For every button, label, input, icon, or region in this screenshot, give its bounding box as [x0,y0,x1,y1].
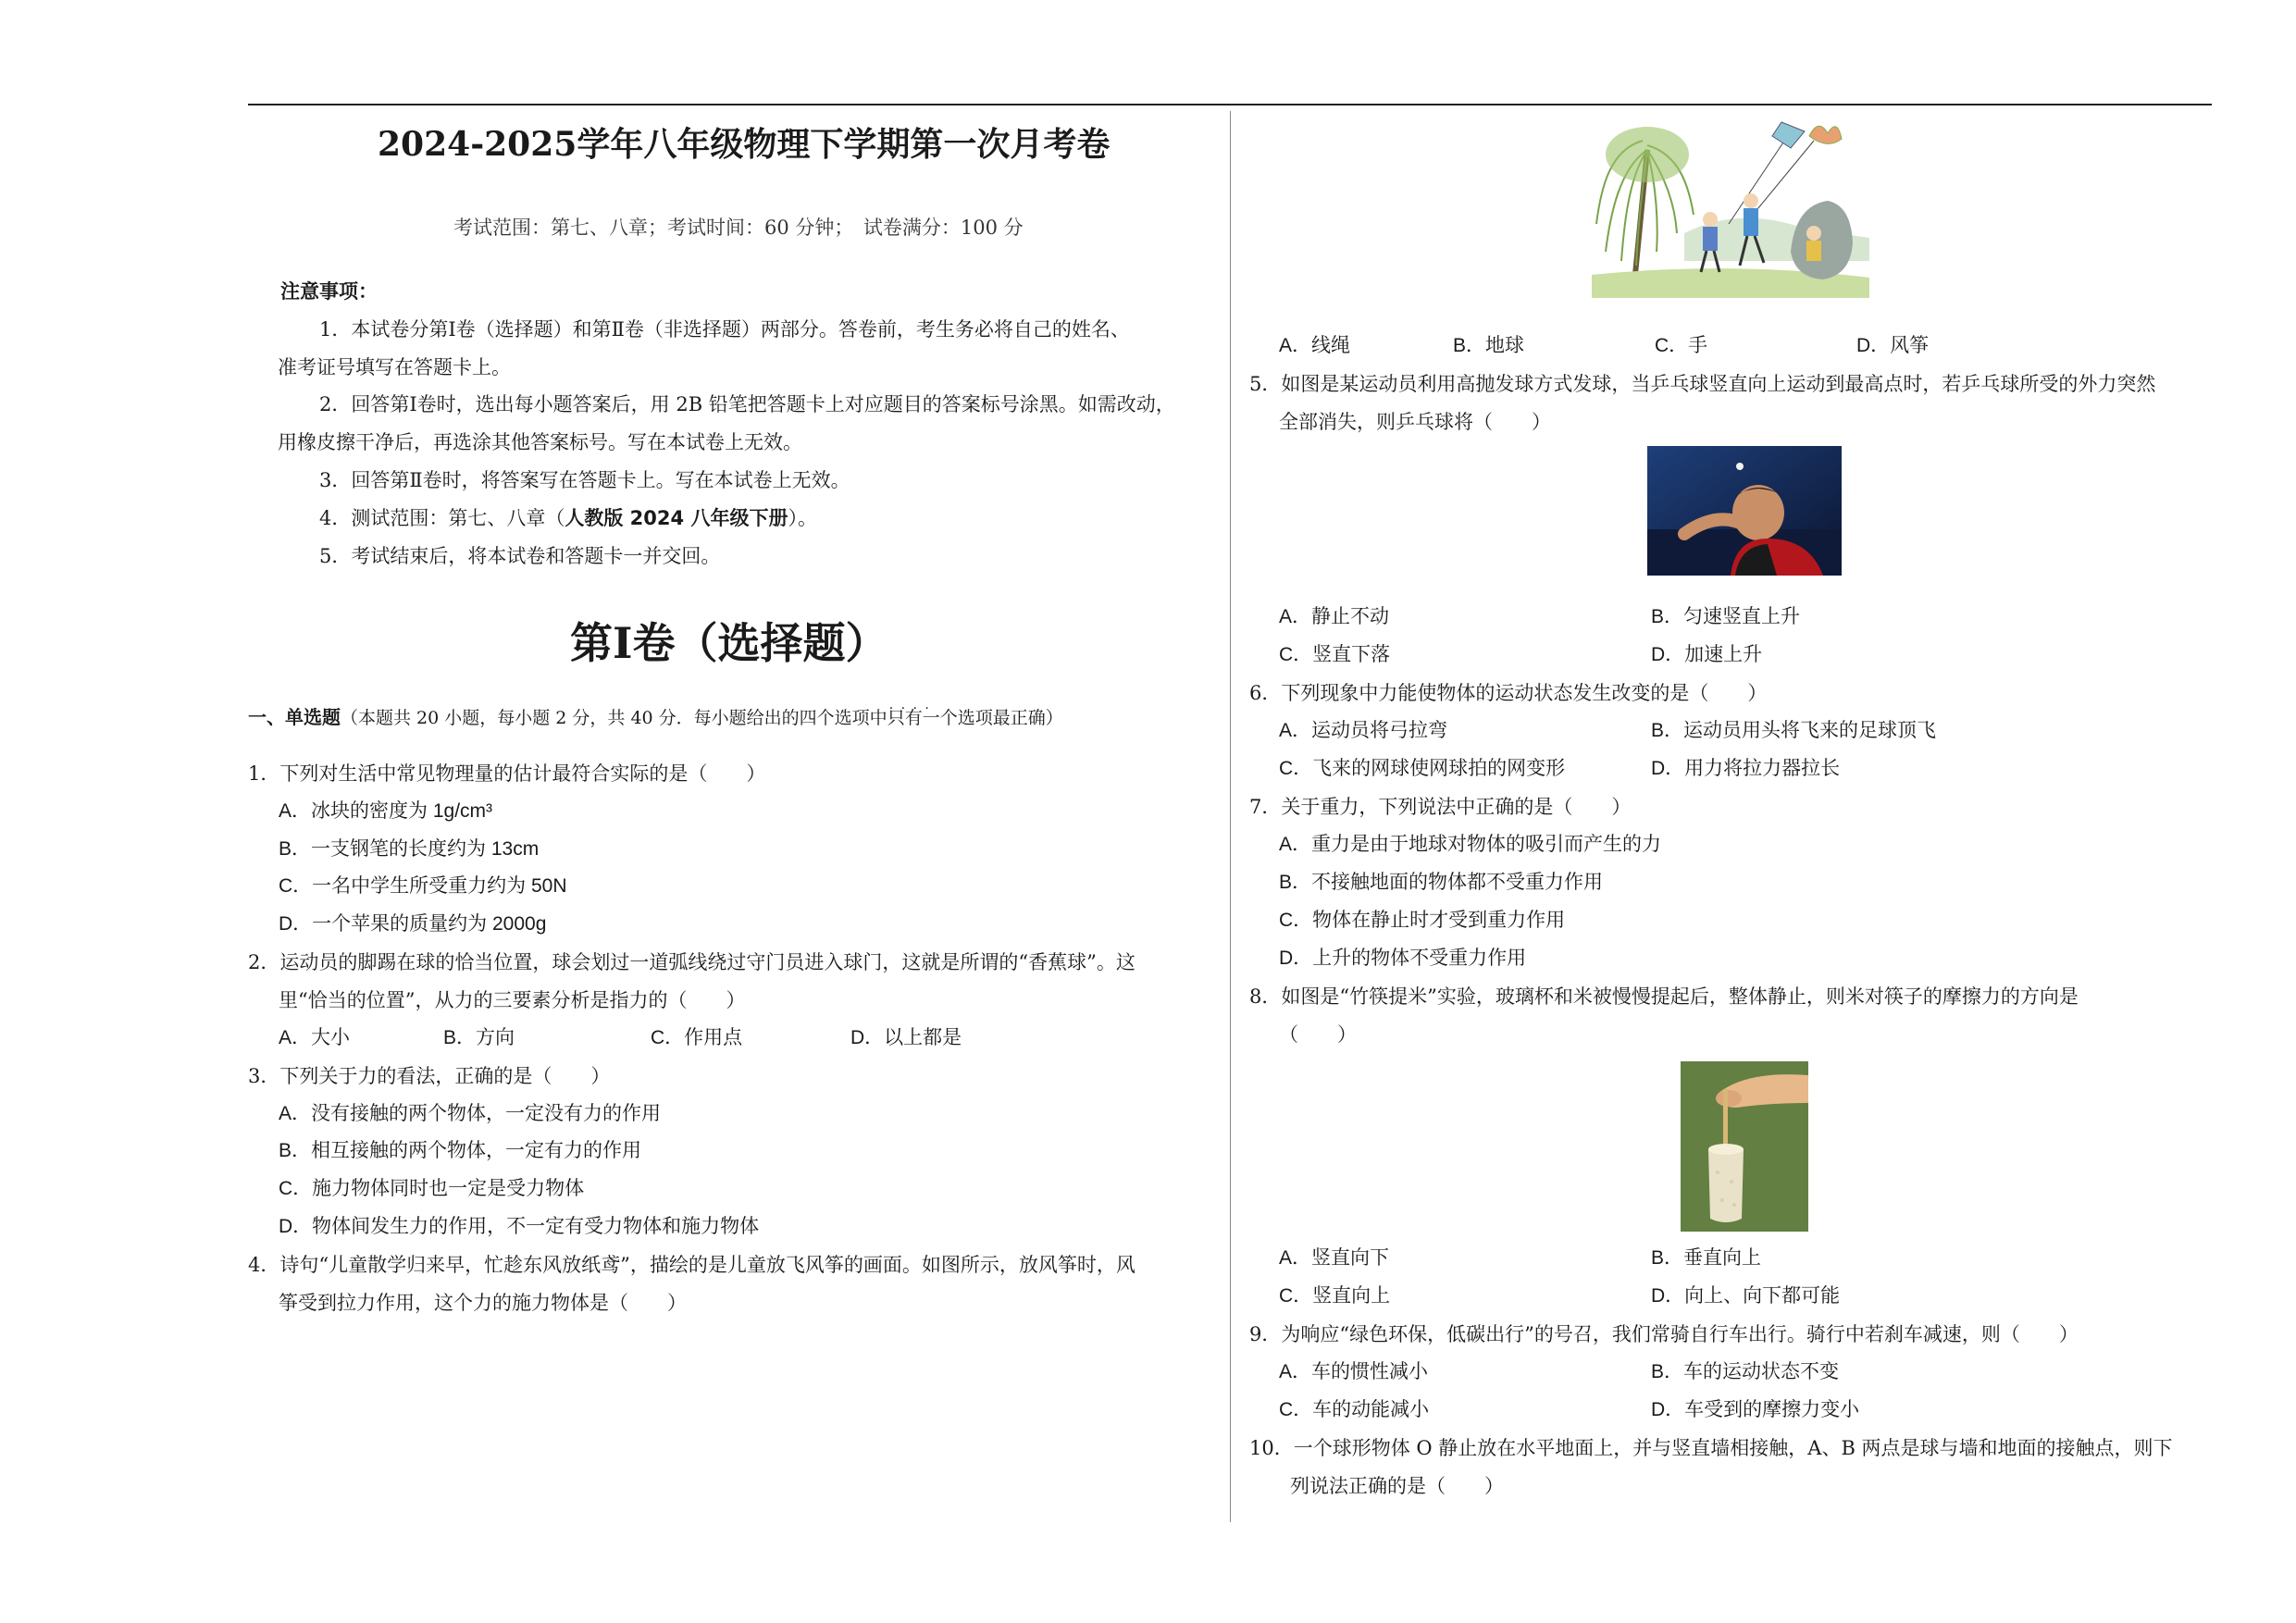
q4-option-d: D．风筝 [1856,335,1930,356]
question-10-stem-cont: 列说法正确的是（ ） [1290,1475,1504,1497]
volume-heading: 第Ⅰ卷（选择题） [570,618,888,668]
q9-option-b: B．车的运动状态不变 [1651,1361,1840,1382]
notice-line: 用橡皮擦干净后，再选涂其他答案标号。写在本试卷上无效。 [278,431,802,453]
q4-option-b: B．地球 [1453,335,1525,356]
table-tennis-photo [1647,446,1842,576]
q4-option-a: A．线绳 [1279,335,1351,356]
notice-emphasis: 人教版 2024 八年级下册 [565,507,788,529]
q5-option-c: C．竖直下落 [1279,644,1391,665]
q7-option-d: D．上升的物体不受重力作用 [1279,948,1527,969]
q1-option-a: A．冰块的密度为 1g/cm³ [279,800,493,822]
notice-line: 准考证号填写在答题卡上。 [278,356,511,378]
q6-option-a: A．运动员将弓拉弯 [1279,720,1448,741]
question-2-stem: 2．运动员的脚踢在球的恰当位置，球会划过一道弧线绕过守门员进入球门，这就是所谓的“香蕉球”。这 [248,951,1136,973]
question-8-stem-cont: （ ） [1279,1023,1357,1046]
notice-text: 4．测试范围：第七、八章（ [319,507,565,529]
q4-option-c: C．手 [1655,335,1708,356]
q3-option-c: C．施力物体同时也一定是受力物体 [279,1178,585,1199]
q3-option-b: B．相互接触的两个物体，一定有力的作用 [279,1140,642,1161]
q8-option-b: B．垂直向上 [1651,1247,1762,1269]
question-1-stem: 1．下列对生活中常见物理量的估计最符合实际的是（ ） [248,762,766,785]
chopstick-rice-photo-svg [1681,1061,1808,1232]
q6-option-b: B．运动员用头将飞来的足球顶飞 [1651,720,1937,741]
section-note-emphasis: · · 只有一个 [887,708,958,728]
q7-option-a: A．重力是由于地球对物体的吸引而产生的力 [1279,834,1662,855]
notice-line [319,504,817,532]
question-3-stem: 3．下列关于力的看法，正确的是（ ） [248,1065,611,1087]
q7-option-b: B．不接触地面的物体都不受重力作用 [1279,872,1604,893]
question-5-stem-cont: 全部消失，则乒乓球将（ ） [1279,411,1551,433]
question-8-stem: 8．如图是“竹筷提米”实验，玻璃杯和米被慢慢提起后，整体静止，则米对筷子的摩擦力的方向是 [1249,985,2079,1008]
q3-option-d: D．物体间发生力的作用，不一定有受力物体和施力物体 [279,1216,760,1237]
section-note: 选项最正确） [957,708,1063,728]
q9-option-a: A．车的惯性减小 [1279,1361,1429,1382]
q8-option-c: C．竖直向上 [1279,1285,1391,1307]
q2-option-c: C．作用点 [651,1027,743,1048]
q2-option-b: B．方向 [443,1027,515,1048]
notice-text: ）。 [788,507,817,529]
kite-illustration [1592,113,1869,298]
q5-option-d: D．加速上升 [1651,644,1763,665]
kite-illustration-svg [1592,113,1869,298]
question-2-stem-cont: 里“恰当的位置”，从力的三要素分析是指力的（ ） [279,989,746,1011]
q8-option-a: A．竖直向下 [1279,1247,1390,1269]
q6-option-c: C．飞来的网球使网球拍的网变形 [1279,758,1566,779]
question-5-stem: 5．如图是某运动员利用高抛发球方式发球，当乒乓球竖直向上运动到最高点时，若乒乓球所受的外力突然 [1249,373,2156,395]
q2-option-a: A．大小 [279,1027,351,1048]
header-rule [248,104,2212,105]
section-heading [248,703,1063,732]
exam-info: 考试范围：第七、八章；考试时间：60 分钟； 试卷满分：100 分 [453,217,1024,239]
notice-line: 1．本试卷分第Ⅰ卷（选择题）和第Ⅱ卷（非选择题）两部分。答卷前，考生务必将自己的姓名、 [319,318,1130,341]
exam-title: 2024-2025学年八年级物理下学期第一次月考卷 [378,125,1111,164]
table-tennis-photo-svg [1647,446,1842,576]
column-divider [1230,111,1231,1522]
notice-line: 3．回答第Ⅱ卷时，将答案写在答题卡上。写在本试卷上无效。 [319,469,850,491]
q7-option-c: C．物体在静止时才受到重力作用 [1279,910,1566,931]
question-4-stem: 4．诗句“儿童散学归来早，忙趁东风放纸鸢”，描绘的是儿童放飞风筝的画面。如图所示，放风筝时，风 [248,1254,1136,1276]
chopstick-rice-photo [1681,1061,1808,1232]
section-label: 一、单选题 [248,706,341,728]
question-6-stem: 6．下列现象中力能使物体的运动状态发生改变的是（ ） [1249,682,1768,704]
notice-heading: 注意事项： [280,280,378,303]
q5-option-a: A．静止不动 [1279,606,1390,627]
question-7-stem: 7．关于重力，下列说法中正确的是（ ） [1249,796,1632,818]
q2-option-d: D．以上都是 [850,1027,962,1048]
q3-option-a: A．没有接触的两个物体，一定没有力的作用 [279,1103,662,1124]
q1-option-d: D．一个苹果的质量约为 2000g [279,913,547,935]
notice-line: 2．回答第Ⅰ卷时，选出每小题答案后，用 2B 铅笔把答题卡上对应题目的答案标号涂黑。如需改动， [319,393,1175,415]
q1-option-c: C．一名中学生所受重力约为 50N [279,875,567,897]
question-4-stem-cont: 筝受到拉力作用，这个力的施力物体是（ ） [279,1292,687,1314]
question-9-stem: 9．为响应“绿色环保，低碳出行”的号召，我们常骑自行车出行。骑行中若刹车减速，则（ ） [1249,1323,2079,1345]
q6-option-d: D．用力将拉力器拉长 [1651,758,1841,779]
q8-option-d: D．向上、向下都可能 [1651,1285,1841,1307]
notice-line: 5．考试结束后，将本试卷和答题卡一并交回。 [319,545,721,567]
section-note: （本题共 20 小题，每小题 2 分，共 40 分．每小题给出的四个选项中 [341,708,887,728]
q5-option-b: B．匀速竖直上升 [1651,606,1801,627]
q9-option-c: C．车的动能减小 [1279,1399,1430,1420]
q1-option-b: B．一支钢笔的长度约为 13cm [279,838,540,860]
question-10-stem: 10．一个球形物体 O 静止放在水平地面上，并与竖直墙相接触，A、B 两点是球与墙和地面的接触点，则下 [1249,1437,2173,1459]
q9-option-d: D．车受到的摩擦力变小 [1651,1399,1860,1420]
